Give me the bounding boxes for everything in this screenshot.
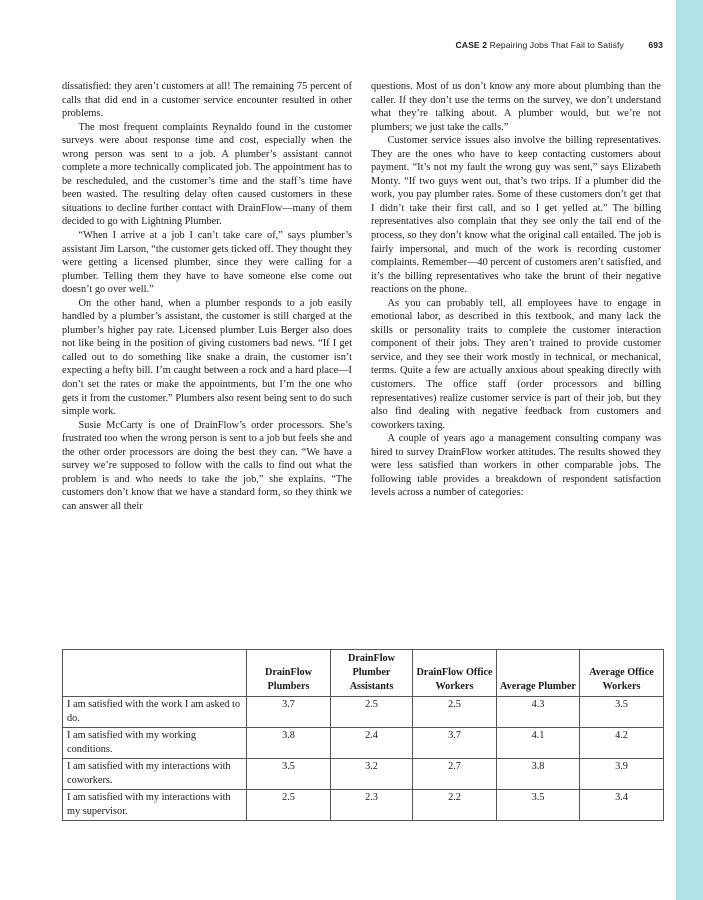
row-label: I am satisfied with my interactions with coworkers. (63, 759, 247, 790)
table-cell: 2.4 (331, 728, 413, 759)
table-row (63, 697, 664, 728)
row-label: I am satisfied with my working conditions. (63, 728, 247, 759)
paragraph: “When I arrive at a job I can’t take care of,” says plumber’s assistant Jim Larson, “the customer gets ticked off. They thought they were getting a licensed plumber, since they were calling for a plumber. Telling them they have to have someone else come out doesn’t go over well.” (62, 230, 352, 296)
table-cell: 3.5 (497, 790, 580, 821)
table-header-row (63, 650, 664, 697)
paragraph: Customer service issues also involve the billing representatives. They are the ones who have to keep contacting customers about payment. “It’s not my fault the wrong guy was sent,” says Elizabeth Monty. “If two guys went out, that’s two trips. If a plumber did the work, you pay plumber rates. Some of these customers don’t get that I didn’t take their first call, and so I get yelled at.” The billing representatives also complain that they see only the tail end of the process, so they don’t know what the original call entailed. The job is fairly impersonal, and much of the work is recording customer complaints. Remember—40 percent of customers aren’t satisfied, and it’s the billing representatives who take the brunt of their negative reactions on the phone. (371, 135, 661, 296)
table-cell: 2.3 (331, 790, 413, 821)
table-header-cell: DrainFlow Plumber Assistants (331, 650, 413, 697)
paragraph: Susie McCarty is one of DrainFlow’s order processors. She’s frustrated too when the wrong person is sent to a job but feels she and the other order processors are doing the best they can. “We have a survey we’re supposed to follow with the calls to find out what the problem is and who needs to take the job,” she explains. “The customers don’t know that we have a standard form, so they think we can answer all their (62, 419, 352, 512)
paragraph: A couple of years ago a management consulting company was hired to survey DrainFlow worker attitudes. The results showed they were less satisfied than workers in other comparable jobs. The following table provides a breakdown of respondent satisfaction levels across a number of categories: (371, 433, 661, 499)
satisfaction-table (62, 649, 664, 821)
table-cell: 2.5 (331, 697, 413, 728)
table-cell: 3.7 (247, 697, 331, 728)
table-cell: 2.5 (247, 790, 331, 821)
paragraph: The most frequent complaints Reynaldo found in the customer surveys were about response time and cost, especially when the wrong person was sent to a job. A plumber’s assistant cannot complete a more technically complicated job. The appointment has to be rescheduled, and the customer’s time and the staff’s time have been wasted. The resulting delay often caused customers in these situations to decline further contact with DrainFlow—many of them decided to go with Lightning Plumber. (62, 121, 352, 228)
table-cell: 3.7 (413, 728, 497, 759)
table-cell: 3.8 (247, 728, 331, 759)
table-cell: 3.9 (580, 759, 664, 790)
row-label: I am satisfied with the work I am asked to do. (63, 697, 247, 728)
table-cell: 3.4 (580, 790, 664, 821)
paragraph: On the other hand, when a plumber responds to a job easily handled by a plumber’s assistant, the customer is still charged at the plumber’s higher pay rate. Licensed plumber Luis Berger also does not like being in the position of giving customers bad news. “If I get called out to do something like snake a drain, the customer isn’t expecting a hefty bill. I’m caught between a rock and a hard place—I don’t set the rates or make the appointments, but I’m the one who gets it from the customer.” Plumbers also resent being sent to do such simple work. (62, 297, 352, 418)
table-cell: 3.8 (497, 759, 580, 790)
page-number: 693 (648, 40, 663, 50)
table-header-cell: DrainFlow Plumbers (247, 650, 331, 697)
table-cell: 4.2 (580, 728, 664, 759)
table-cell: 2.5 (413, 697, 497, 728)
table-header-blank (63, 650, 247, 697)
case-title: Repairing Jobs That Fail to Satisfy (489, 40, 624, 50)
table-row (63, 790, 664, 821)
table-header-cell: Average Office Workers (580, 650, 664, 697)
table-cell: 2.2 (413, 790, 497, 821)
page-edge-color-band (676, 0, 703, 900)
table-cell: 3.2 (331, 759, 413, 790)
case-label: CASE 2 (455, 40, 488, 50)
paragraph: questions. Most of us don’t know any more about plumbing than the caller. If they don’t use the terms on the survey, we don’t understand what they’re talking about. A plumber would, but we’re not plumbers; we just take the calls.” (371, 81, 661, 133)
table-cell: 4.3 (497, 697, 580, 728)
paragraph: As you can probably tell, all employees have to engage in emotional labor, as described in this textbook, and many lack the skills or personality traits to complete the customer interaction component of their jobs. They aren’t trained to provide customer service, and they see their work mostly in technical, or mechanical, terms. Quite a few are actually anxious about speaking directly with customers. The office staff (order processors and billing representatives) realize customer service is part of their job, but they also find dealing with negative feedback from customers and coworkers taxing. (371, 297, 661, 431)
table-row (63, 728, 664, 759)
table-row (63, 759, 664, 790)
table-cell: 3.5 (247, 759, 331, 790)
paragraph: dissatisfied: they aren’t customers at all! The remaining 75 percent of calls that did end in a customer service encounter resulted in other problems. (62, 81, 352, 120)
right-text-column (371, 80, 661, 500)
table-cell: 4.1 (497, 728, 580, 759)
row-label: I am satisfied with my interactions with my supervisor. (63, 790, 247, 821)
table-cell: 3.5 (580, 697, 664, 728)
table-cell: 2.7 (413, 759, 497, 790)
left-text-column (62, 80, 352, 514)
table-header-cell: DrainFlow Office Workers (413, 650, 497, 697)
running-header (455, 40, 663, 50)
table-header-cell: Average Plumber (497, 650, 580, 697)
